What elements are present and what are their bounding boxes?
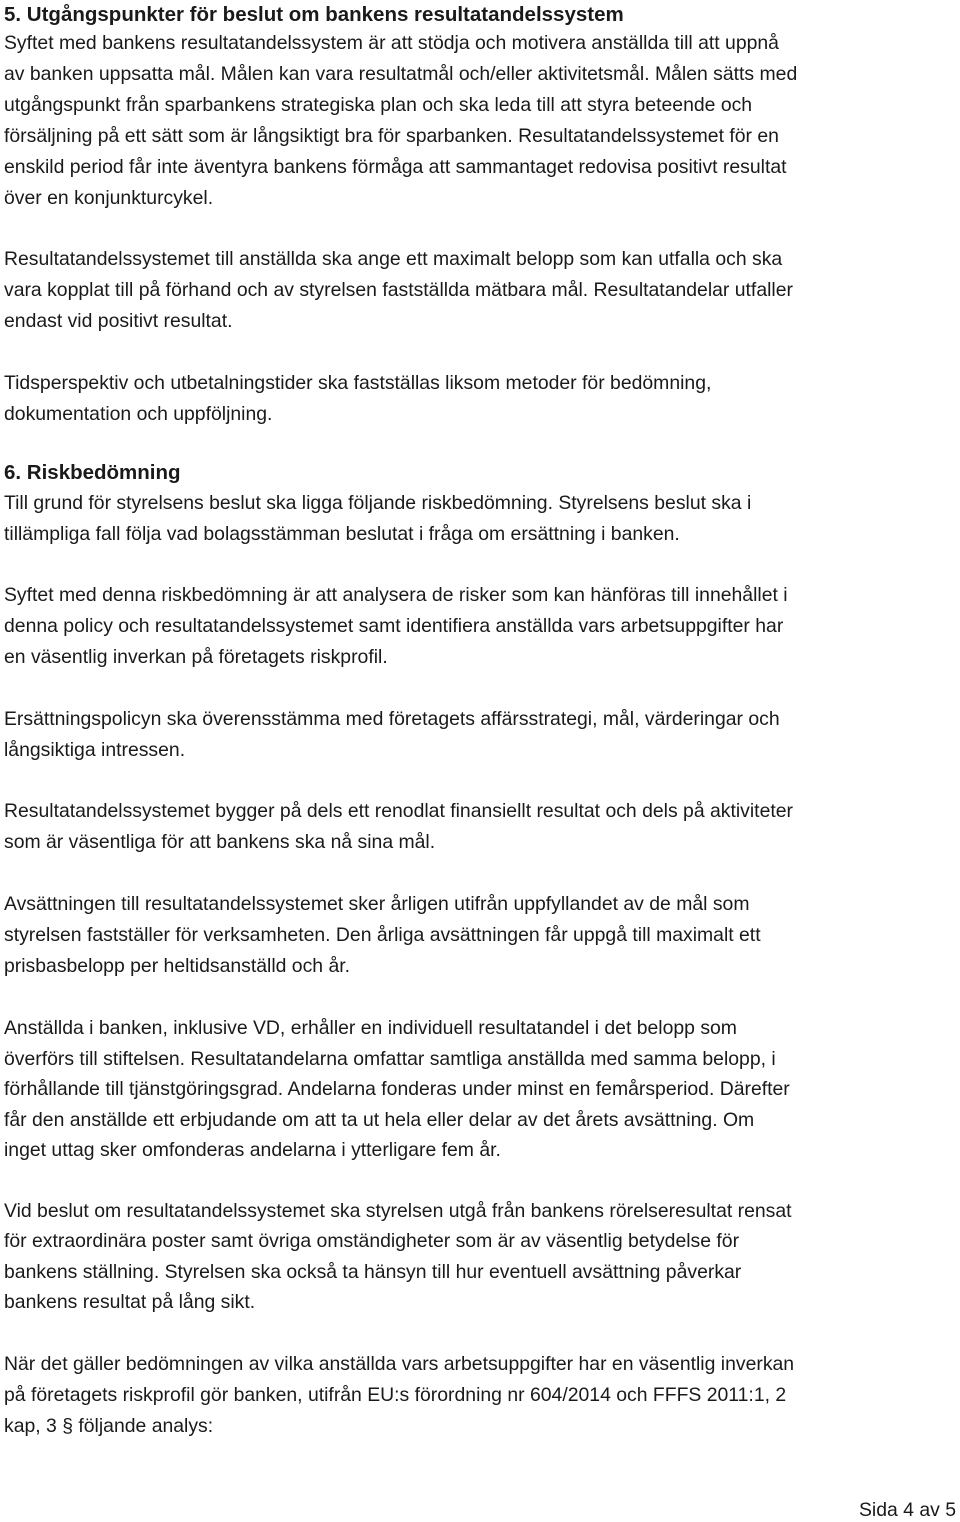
section-6-heading: 6. Riskbedömning [4, 461, 181, 484]
section-5-paragraph-time-perspective: Tidsperspektiv och utbetalningstider ska fastställas liksom metoder för bedömning, dokumentation och uppföljning. [4, 372, 712, 425]
section-6-paragraph-board-decision: Vid beslut om resultatandelssystemet ska styrelsen utgå från bankens rörelseresultat rensat för extraordinära poster samt övriga omständigheter som är av väsentlig betydelse för bankens ställning. Styrelsen ska också ta hänsyn till hur eventuell avsättning påverkar bankens resultat på lång sikt. [4, 1199, 792, 1313]
section-6-paragraph-risk-analysis: När det gäller bedömningen av vilka anställda vars arbetsuppgifter har en väsentlig inverkan på företagets riskprofil gör banken, utifrån EU:s förordning nr 604/2014 och FFFS 2011:1, 2 kap, 3 § följande analys: [4, 1352, 795, 1437]
section-6-paragraph-employees: Anställda i banken, inklusive VD, erhåller en individuell resultatandel i det belopp som överförs till stiftelsen. Resultatandelarna omfattar samtliga anställda med samma belopp, i förhållande till tjänstgöringsgrad. Andelarna fonderas under minst en femårsperiod. Därefter får den anställde ett erbjudande om att ta ut hela eller delar av det årets avsättning. Om inget uttag sker omfonderas andelarna i ytterligare fem år. [4, 1017, 790, 1161]
document-page [4, 0, 954, 1442]
section-5-heading: 5. Utgångspunkter för beslut om bankens resultatandelssystem [4, 3, 624, 26]
section-6-paragraph-financial-result: Resultatandelssystemet bygger på dels ett renodlat finansiellt resultat och dels på aktiviteter som är väsentliga för att bankens ska nå sina mål. [4, 800, 793, 853]
section-5-paragraph-purpose: Syftet med bankens resultatandelssystem är att stödja och motivera anställda till att uppnå av banken uppsatta mål. Målen kan vara resultatmål och/eller aktivitetsmål. Målen sätts med utgångspunkt från sparbankens strategiska plan och ska leda till att styra beteende och försäljning på ett sätt som är långsiktigt bra för sparbanken. Resultatandelssystemet för en enskild period får inte äventyra bankens förmåga att sammantaget redovisa positivt resultat över en konjunkturcykel. [4, 32, 798, 209]
section-6-paragraph-basis: Till grund för styrelsens beslut ska ligga följande riskbedömning. Styrelsens beslut ska i tillämpliga fall följa vad bolagsstämman beslutat i fråga om ersättning i banken. [4, 492, 752, 545]
page-number: Sida 4 av 5 [858, 1499, 956, 1521]
section-6-paragraph-policy-alignment: Ersättningspolicyn ska överensstämma med företagets affärsstrategi, mål, värderingar och långsiktiga intressen. [4, 708, 780, 761]
section-5-paragraph-max-amount: Resultatandelssystemet till anställda ska ange ett maximalt belopp som kan utfalla och ska vara kopplat till på förhand och av styrelsen fastställda mätbara mål. Resultatandelar utfaller endast vid positivt resultat. [4, 248, 793, 332]
section-6-paragraph-purpose: Syftet med denna riskbedömning är att analysera de risker som kan hänföras till innehållet i denna policy och resultatandelssystemet samt identifiera anställda vars arbetsuppgifter har en väsentlig inverkan på företagets riskprofil. [4, 584, 788, 668]
section-6-paragraph-annual-allocation: Avsättningen till resultatandelssystemet sker årligen utifrån uppfyllandet av de mål som styrelsen fastställer för verksamheten. Den årliga avsättningen får uppgå till maximalt ett prisbasbelopp per heltidsanställd och år. [4, 893, 761, 977]
